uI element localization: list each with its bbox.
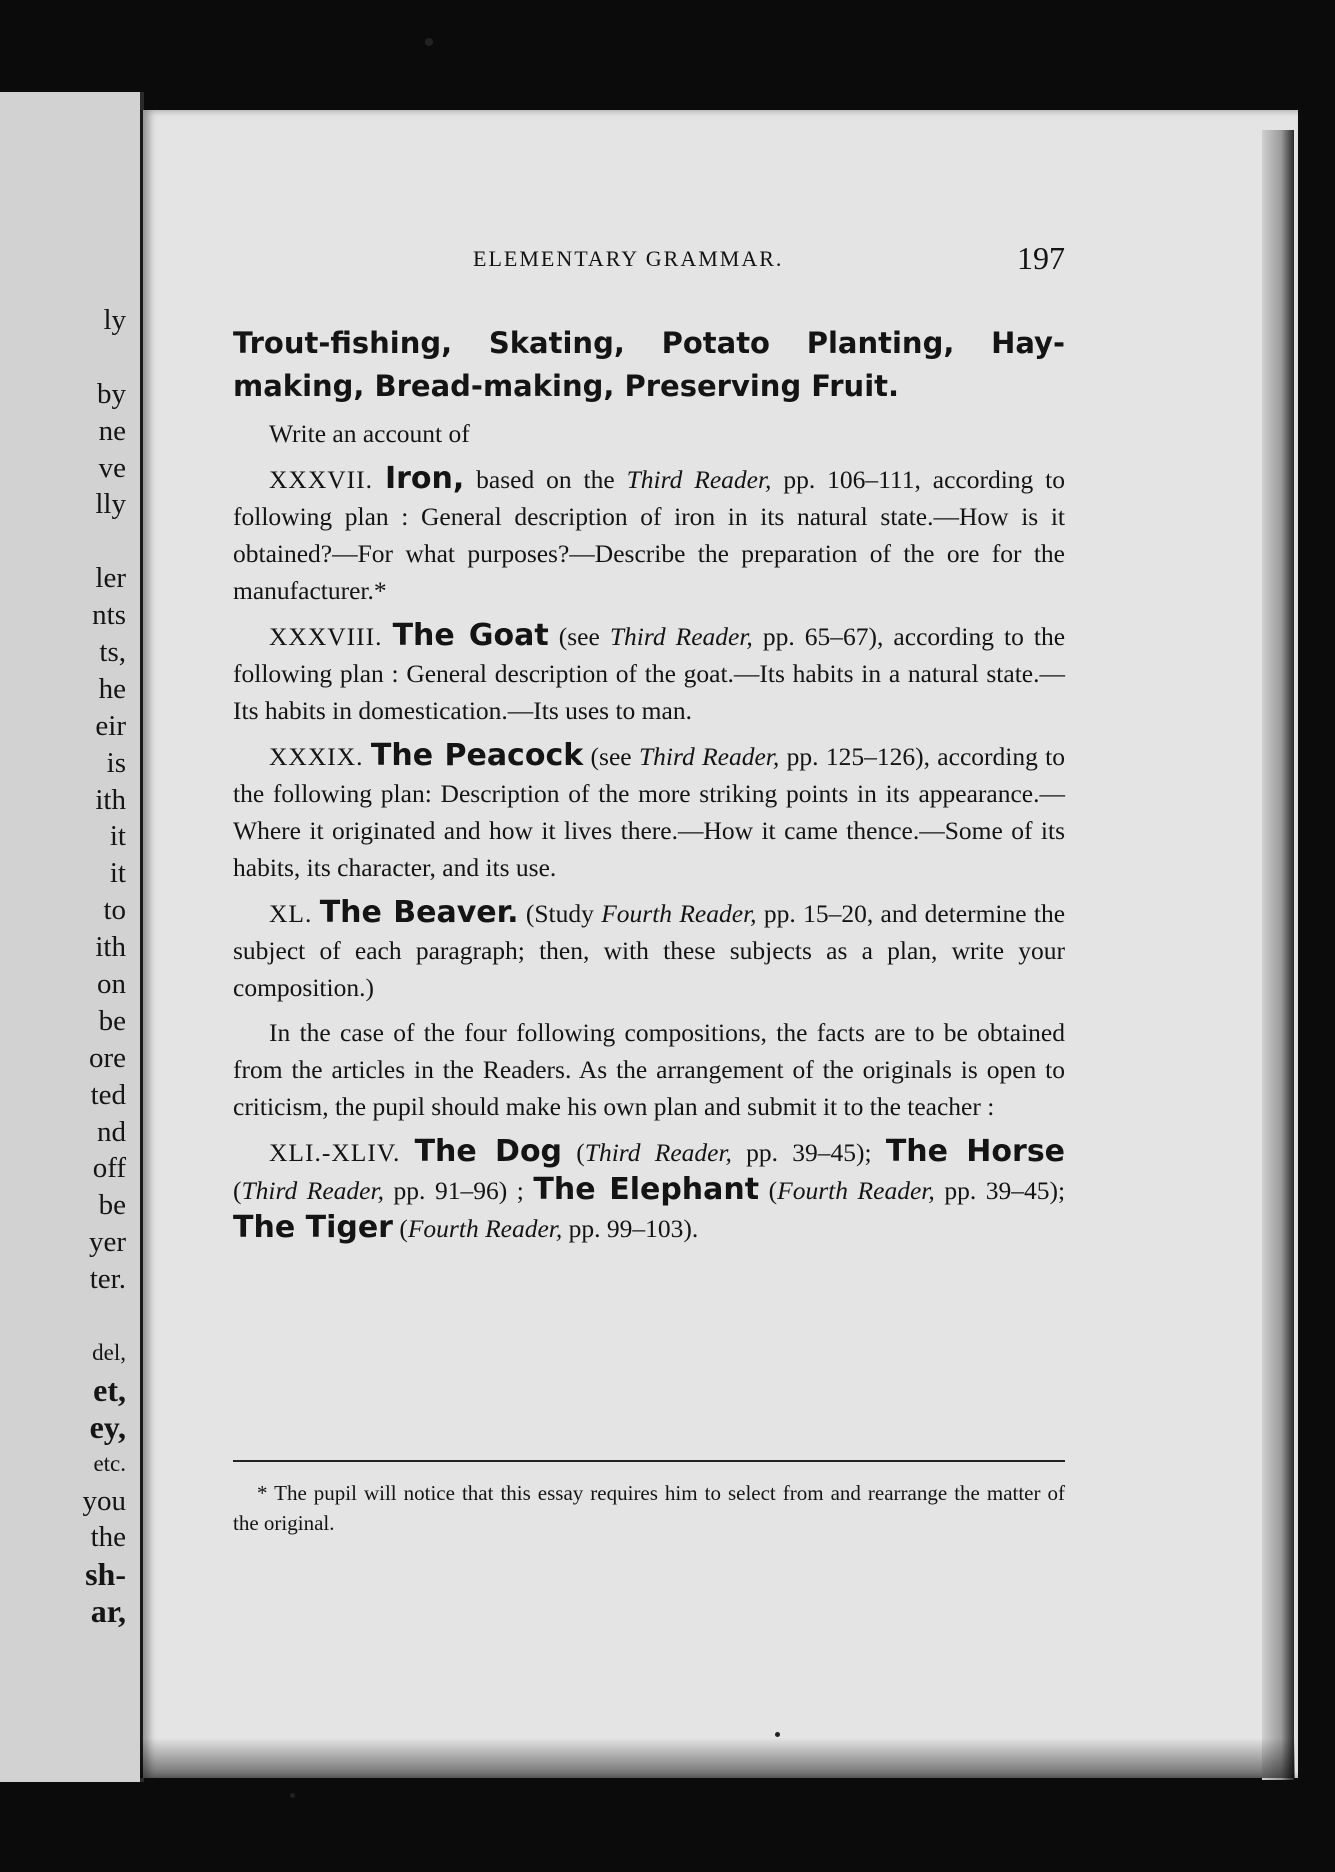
left-facing-page bbox=[0, 92, 144, 1782]
left-page-line: etc. bbox=[93, 1450, 126, 1476]
page-bottom-shadow bbox=[140, 1738, 1295, 1778]
exercise-text: pp. 125–126), according to the following plan: Description of the more striking points in its appearance.—Where it originated and how it lives there.—How it came thence.—Some of its habits, its character, and its use. bbox=[233, 742, 1066, 882]
exercise-number: XL. bbox=[269, 899, 313, 928]
left-page-line: ts, bbox=[99, 636, 126, 669]
footnote-rule bbox=[233, 1460, 1065, 1462]
paren: ( bbox=[233, 1176, 242, 1205]
page-ref: pp. 91–96) ; bbox=[393, 1176, 524, 1205]
intro-line: Write an account of bbox=[269, 419, 470, 448]
exercise-number: XXXVII. bbox=[269, 465, 374, 494]
left-page-line: nd bbox=[97, 1115, 126, 1148]
exercise-topic: Iron, bbox=[384, 461, 465, 496]
left-page-line: del, bbox=[92, 1339, 126, 1365]
reader-title: Fourth Reader, bbox=[777, 1176, 935, 1205]
left-page-line: on bbox=[97, 968, 126, 1001]
left-page-line: ar, bbox=[90, 1593, 126, 1630]
reader-title: Third Reader, bbox=[638, 742, 780, 771]
paren: ( bbox=[768, 1176, 778, 1205]
left-page-line: ler bbox=[95, 562, 126, 595]
footnote-text: * The pupil will notice that this essay requires him to select from and rearrange the matter of the original. bbox=[233, 1481, 1065, 1535]
page-ref: pp. 39–45); bbox=[944, 1176, 1066, 1205]
exercise-topic: The Peacock bbox=[370, 738, 584, 773]
left-page-line: ore bbox=[88, 1041, 126, 1074]
paren: ( bbox=[576, 1138, 585, 1167]
page-ref: pp. 39–45); bbox=[746, 1138, 872, 1167]
reader-title: Fourth Reader, bbox=[601, 899, 757, 928]
left-page-line: to bbox=[103, 894, 126, 927]
page-number: 197 bbox=[1017, 240, 1065, 276]
left-page-line: ter. bbox=[89, 1263, 126, 1296]
exercise-topic: The Horse bbox=[885, 1134, 1066, 1169]
left-page-line: lly bbox=[95, 488, 126, 521]
reader-title: Fourth Reader, bbox=[407, 1214, 563, 1243]
left-page-line: sh- bbox=[85, 1556, 126, 1593]
exercise-pre: (Study bbox=[525, 899, 594, 928]
page-edge bbox=[1262, 130, 1294, 1780]
page-header bbox=[233, 240, 1065, 280]
exercise-number: XXXIX. bbox=[269, 742, 364, 771]
exercise-text: pp. 65–67), according to the following plan : General description of the goat.—Its habits in a natural state.—Its habits in domestication.—Its uses to man. bbox=[233, 622, 1066, 725]
exercise-pre: based on the bbox=[476, 465, 615, 494]
exercise-topic: The Elephant bbox=[533, 1172, 760, 1207]
left-page-line: yer bbox=[88, 1226, 126, 1259]
left-page-line bbox=[83, 1298, 127, 1335]
exercise-topic: The Beaver. bbox=[319, 895, 519, 930]
left-page-line: nts bbox=[92, 599, 126, 632]
left-page-line: off bbox=[92, 1152, 126, 1185]
reader-title: Third Reader, bbox=[241, 1176, 384, 1205]
left-page-line: it bbox=[109, 857, 126, 890]
exercise-xxxix bbox=[233, 737, 1065, 886]
left-page-line: ith bbox=[95, 931, 126, 964]
left-page-line: ve bbox=[98, 451, 126, 484]
reader-title: Third Reader, bbox=[626, 465, 772, 494]
left-page-text-fragment bbox=[83, 302, 127, 1630]
left-page-line: you bbox=[82, 1484, 126, 1517]
print-speck bbox=[290, 1793, 295, 1798]
exercise-pre: (see bbox=[590, 742, 632, 771]
left-page-line: ith bbox=[95, 783, 126, 816]
footnote bbox=[233, 1478, 1065, 1538]
left-page-line: ly bbox=[103, 304, 126, 336]
exercise-pre: (see bbox=[558, 622, 600, 651]
left-page-line: be bbox=[98, 1189, 126, 1222]
left-page-line: he bbox=[98, 672, 126, 705]
left-page-line bbox=[83, 339, 127, 376]
exercise-xxxvii bbox=[233, 460, 1065, 609]
left-page-line: ey, bbox=[89, 1408, 126, 1445]
page-body bbox=[233, 415, 1065, 1247]
exercise-text: pp. 106–111, according to following plan : General description of iron in its natural state.—How is it obtained?—For what purposes?—Describe the preparation of the ore for the manufacturer.* bbox=[233, 465, 1066, 605]
note-paragraph: In the case of the four following compositions, the facts are to be obtained from the articles in the Readers. As the arrangement of the originals is open to criticism, the pupil should make his own plan and submit it to the teacher : bbox=[233, 1018, 1065, 1121]
exercise-topic: The Goat bbox=[392, 618, 549, 653]
left-page-line bbox=[83, 523, 127, 560]
reader-title: Third Reader, bbox=[609, 622, 753, 651]
print-speck bbox=[425, 38, 433, 46]
exercise-xxxviii bbox=[233, 617, 1065, 729]
exercise-xli-xliv bbox=[233, 1133, 1065, 1247]
exercise-text: pp. 15–20, and determine the subject of each paragraph; then, with these subjects as a plan, write your composition.) bbox=[233, 899, 1066, 1002]
page-ref: pp. 99–103). bbox=[568, 1214, 699, 1243]
left-page-line: is bbox=[106, 746, 126, 779]
left-page-line: by bbox=[97, 377, 126, 410]
left-page-line: it bbox=[109, 820, 126, 853]
running-head: ELEMENTARY GRAMMAR. bbox=[473, 246, 784, 271]
left-page-line: ted bbox=[90, 1078, 126, 1111]
left-page-line: ne bbox=[98, 414, 126, 447]
left-page-line: et, bbox=[93, 1371, 126, 1408]
exercise-number: XXXVIII. bbox=[269, 622, 383, 651]
exercise-number: XLI.-XLIV. bbox=[269, 1138, 401, 1167]
paren: ( bbox=[399, 1214, 408, 1243]
left-page-line: eir bbox=[95, 709, 126, 742]
exercise-xl bbox=[233, 894, 1065, 1006]
left-page-line: the bbox=[90, 1521, 126, 1554]
section-heading: Trout-fishing, Skating, Potato Planting, Hay-making, Bread-making, Preserving Fruit. bbox=[233, 326, 1065, 403]
exercise-topic: The Tiger bbox=[233, 1210, 393, 1245]
exercise-topic: The Dog bbox=[414, 1134, 563, 1169]
print-speck bbox=[775, 1732, 780, 1737]
left-page-line: be bbox=[98, 1004, 126, 1037]
reader-title: Third Reader, bbox=[584, 1138, 732, 1167]
